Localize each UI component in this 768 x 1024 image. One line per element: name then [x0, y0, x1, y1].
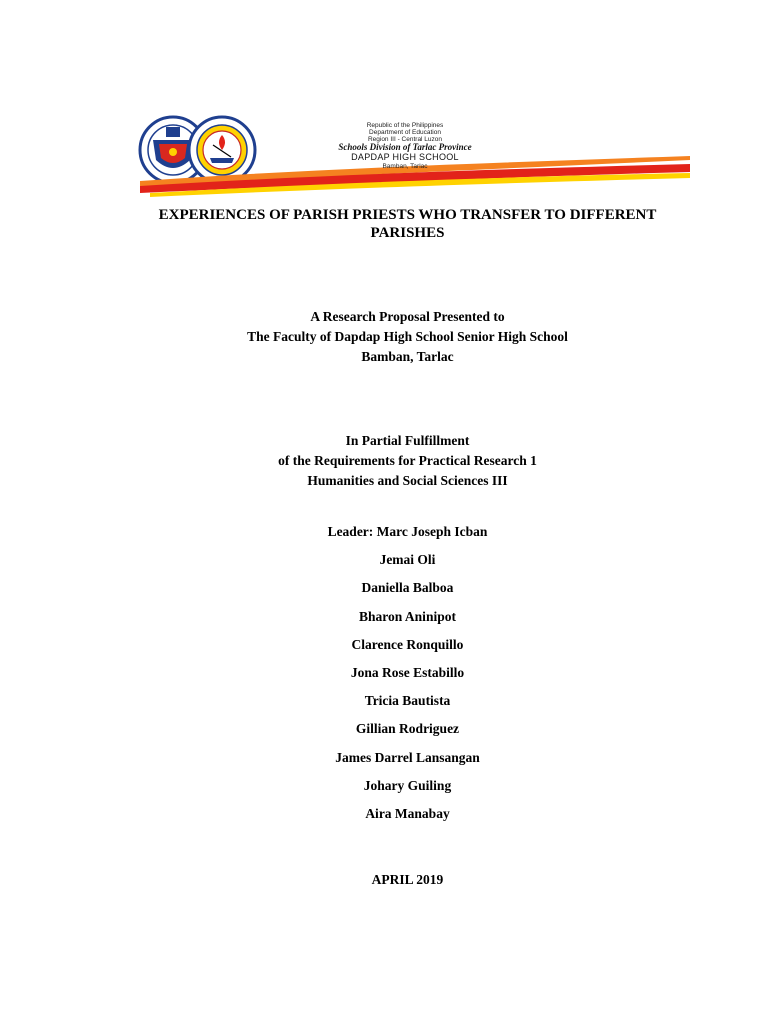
proposal-block — [100, 307, 715, 367]
letterhead-school: DAPDAP HIGH SCHOOL — [351, 152, 459, 163]
letterhead-region: Region III - Central Luzon — [367, 136, 443, 144]
title-line-1: EXPERIENCES OF PARISH PRIESTS WHO TRANSFER TO DIFFERENT — [158, 207, 657, 223]
member-name: James Darrel Lansangan — [335, 749, 480, 765]
letterhead-text — [305, 122, 505, 170]
letterhead-division: Schools Division of Tarlac Province — [338, 142, 472, 153]
school-seal-icon — [189, 117, 255, 183]
proposal-line-2: The Faculty of Dapdap High School Senior High School — [247, 329, 568, 344]
fulfillment-line-1: In Partial Fulfillment — [345, 433, 470, 448]
fulfillment-line-3: Humanities and Social Sciences III — [307, 473, 508, 488]
member-name: Johary Guiling — [363, 777, 452, 793]
member-name: Bharon Aninipot — [359, 608, 456, 624]
letterhead-header — [0, 0, 768, 200]
member-name: Gillian Rodriguez — [355, 721, 460, 737]
member-name: Tricia Bautista — [364, 693, 451, 709]
proposal-line-1: A Research Proposal Presented to — [310, 309, 505, 324]
proposal-line-3: Bamban, Tarlac — [361, 349, 454, 364]
fulfillment-line-2: of the Requirements for Practical Research 1 — [278, 453, 537, 468]
member-name: Jemai Oli — [379, 552, 436, 568]
member-name: Daniella Balboa — [361, 580, 454, 596]
members-list — [100, 520, 715, 830]
letterhead-location: Bamban, Tarlac — [382, 163, 428, 171]
letterhead-republic: Republic of the Philippines — [366, 122, 444, 129]
document-title — [100, 206, 715, 242]
member-name: Jona Rose Estabillo — [350, 664, 465, 680]
member-name: Clarence Ronquillo — [351, 636, 464, 652]
submission-date: APRIL 2019 — [371, 872, 444, 887]
member-leader: Leader: Marc Joseph Icban — [327, 524, 488, 539]
fulfillment-block — [100, 431, 715, 491]
title-line-2: PARISHES — [370, 225, 445, 241]
member-name: Aira Manabay — [365, 805, 450, 821]
letterhead-department: Department of Education — [369, 129, 441, 137]
